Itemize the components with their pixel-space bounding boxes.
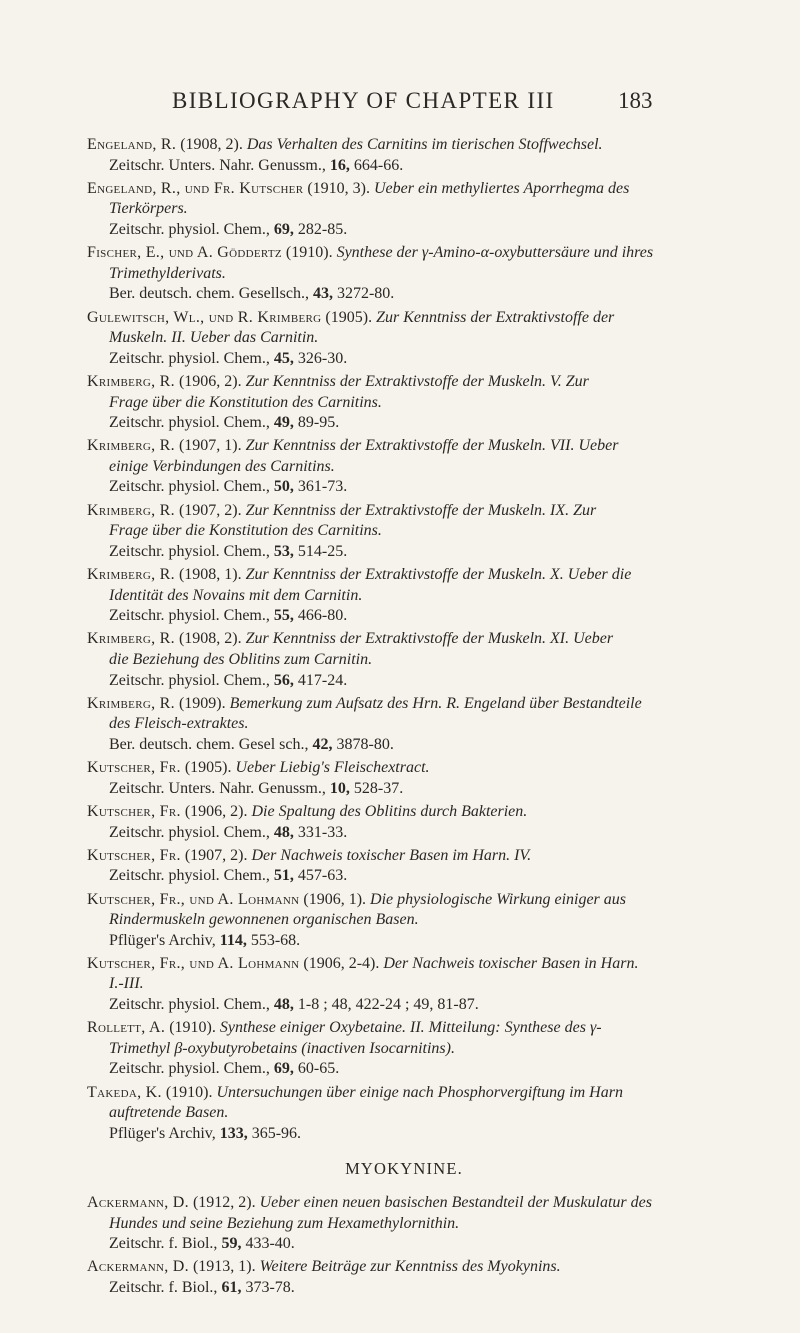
entry-author: Engeland, R. [87, 136, 177, 153]
entry-journal: Zeitschr. f. Biol., [109, 1278, 218, 1296]
entry-journal-line [87, 220, 721, 241]
entry-first-line [87, 758, 721, 779]
entry-author: Krimberg, R. [87, 437, 175, 455]
entry-volume: 61, [221, 1278, 242, 1296]
bibliography-entry [87, 694, 721, 756]
entry-journal-line [87, 542, 721, 563]
entry-year: (1913, 1). [192, 1258, 256, 1276]
entry-volume: 49, [273, 414, 294, 432]
entry-year: (1907, 2). [178, 501, 242, 519]
entry-journal-line [87, 735, 721, 756]
bibliography-entry [87, 758, 721, 799]
bibliography-entry [87, 1257, 721, 1298]
entry-author: Kutscher, Fr., und A. Lohmann [87, 890, 300, 908]
entry-author: Kutscher, Fr. [87, 759, 181, 777]
entry-year: (1908, 2). [180, 136, 243, 153]
entry-journal: Ber. deutsch. chem. Gesel sch., [109, 735, 309, 753]
entry-journal: Ber. deutsch. chem. Gesellsch., [109, 285, 309, 303]
entry-title: Zur Kenntniss der Extraktivstoffe der Muskeln. X. Ueber die [245, 566, 632, 584]
entry-journal-line [87, 1124, 721, 1145]
entry-journal-line [87, 413, 721, 434]
bibliography-entry [87, 846, 721, 887]
entry-year: (1907, 1). [178, 437, 242, 455]
entry-journal-line [87, 671, 721, 692]
myokynine-bibliography-list [87, 1193, 721, 1299]
entry-volume: 53, [273, 542, 294, 560]
entry-first-line [87, 694, 721, 715]
entry-first-line [87, 372, 721, 393]
entry-author: Kutscher, Fr. [87, 846, 181, 864]
entry-title: Weitere Beiträge zur Kenntniss des Myokynins. [259, 1258, 561, 1276]
entry-author: Engeland, R., und Fr. Kutscher [87, 179, 304, 197]
entry-first-line [87, 1018, 721, 1039]
entry-title: Ueber einen neuen basischen Bestandteil der Muskulatur des [259, 1194, 652, 1211]
entry-volume: 10, [329, 779, 350, 797]
entry-title: Ueber Liebig's Fleischextract. [235, 759, 430, 777]
entry-journal: Zeitschr. physiol. Chem., [109, 220, 270, 238]
entry-pages: 466-80. [297, 607, 348, 625]
entry-author: Gulewitsch, Wl., und R. Krimberg [87, 308, 322, 326]
entry-title-continued: Rindermuskeln gewonnenen organischen Basen. [109, 911, 419, 929]
entry-first-line [87, 846, 721, 867]
entry-pages: 282-85. [297, 220, 348, 238]
entry-author: Takeda, K. [87, 1083, 162, 1101]
entry-first-line [87, 501, 721, 522]
entry-year: (1910, 3). [307, 179, 370, 197]
entry-title: Zur Kenntniss der Extraktivstoffe der Muskeln. VII. Ueber [245, 437, 619, 455]
entry-journal-line [87, 1278, 721, 1299]
entry-volume: 50, [273, 478, 294, 496]
entry-pages: 664-66. [353, 156, 404, 174]
entry-volume: 133, [219, 1124, 248, 1142]
entry-year: (1909). [178, 694, 226, 712]
entry-first-line [87, 890, 721, 911]
entry-pages: 373-78. [245, 1278, 295, 1296]
entry-pages: 528-37. [353, 779, 404, 797]
entry-title-continued: auftretende Basen. [109, 1104, 229, 1122]
entry-pages: 331-33. [297, 823, 348, 841]
entry-first-line [87, 629, 721, 650]
entry-title: Zur Kenntniss der Extraktivstoffe der Muskeln. V. Zur [245, 372, 589, 390]
entry-author: Ackermann, D. [87, 1258, 189, 1276]
entry-title-continued: I.-III. [109, 975, 144, 993]
entry-journal-line [87, 349, 721, 370]
entry-journal-line [87, 779, 721, 800]
entry-volume: 45, [273, 349, 294, 367]
entry-title-continued: Frage über die Konstitution des Carnitins. [109, 393, 382, 411]
entry-volume: 59, [221, 1235, 242, 1253]
entry-pages: 3272-80. [336, 285, 395, 303]
entry-journal-line [87, 995, 721, 1016]
entry-journal: Zeitschr. physiol. Chem., [109, 1060, 270, 1078]
entry-pages: 3878-80. [336, 735, 394, 753]
bibliography-entry [87, 436, 721, 498]
entry-author: Krimberg, R. [87, 501, 175, 519]
bibliography-entry [87, 1083, 721, 1145]
entry-year: (1905). [184, 759, 232, 777]
entry-volume: 69, [273, 1060, 294, 1078]
entry-author: Rollett, A. [87, 1019, 166, 1037]
bibliography-list [87, 135, 721, 1144]
running-title: BIBLIOGRAPHY OF CHAPTER III [172, 88, 555, 113]
entry-author: Krimberg, R. [87, 630, 175, 648]
entry-pages: 326-30. [297, 349, 348, 367]
entry-journal: Zeitschr. f. Biol., [109, 1235, 218, 1253]
entry-pages: 457-63. [297, 867, 348, 885]
bibliography-entry [87, 802, 721, 843]
entry-journal: Zeitschr. physiol. Chem., [109, 478, 270, 496]
entry-first-line [87, 1257, 721, 1278]
entry-year: (1908, 1). [178, 566, 242, 584]
entry-journal: Zeitschr. Unters. Nahr. Genussm., [109, 779, 326, 797]
entry-title-continued: Trimethyl β-oxybutyrobetains (inactiven Isocarnitins). [109, 1039, 455, 1057]
entry-title: Synthese der γ-Amino-α-oxybuttersäure und ihres [336, 244, 654, 262]
entry-title: Die Spaltung des Oblitins durch Bakterien. [251, 802, 528, 820]
entry-journal: Zeitschr. physiol. Chem., [109, 867, 270, 885]
entry-author: Kutscher, Fr. [87, 802, 181, 820]
entry-journal-line [87, 931, 721, 952]
entry-author: Kutscher, Fr., und A. Lohmann [87, 954, 300, 972]
entry-title: Zur Kenntniss der Extraktivstoffe der [376, 308, 615, 326]
entry-title-continued: einige Verbindungen des Carnitins. [109, 457, 335, 475]
entry-journal: Zeitschr. physiol. Chem., [109, 607, 270, 625]
entry-year: (1908, 2). [178, 630, 242, 648]
entry-year: (1910). [285, 244, 333, 262]
entry-title: Synthese einiger Oxybetaine. II. Mitteilung: Synthese des γ- [219, 1019, 602, 1037]
entry-author: Krimberg, R. [87, 566, 175, 584]
entry-title: Der Nachweis toxischer Basen im Harn. IV. [251, 846, 532, 864]
entry-title: Die physiologische Wirkung einiger aus [370, 890, 627, 908]
page-number: 183 [618, 88, 653, 113]
bibliography-entry [87, 308, 721, 370]
entry-journal-line [87, 284, 721, 305]
entry-pages: 417-24. [297, 671, 348, 689]
entry-title-continued: Muskeln. II. Ueber das Carnitin. [109, 329, 319, 347]
entry-volume: 51, [273, 867, 294, 885]
running-head [0, 88, 800, 118]
entry-title-continued: Hundes und seine Beziehung zum Hexamethylornithin. [109, 1214, 460, 1232]
entry-journal-line [87, 477, 721, 498]
bibliography-entry [87, 1193, 721, 1255]
entry-journal: Zeitschr. physiol. Chem., [109, 414, 270, 432]
entry-pages: 365-96. [251, 1124, 302, 1142]
bibliography-entry [87, 890, 721, 952]
entry-year: (1910). [169, 1019, 216, 1037]
entry-journal: Pflüger's Archiv, [109, 1124, 216, 1142]
entry-first-line [87, 179, 721, 200]
entry-journal: Zeitschr. physiol. Chem., [109, 671, 270, 689]
entry-pages: 1-8 ; 48, 422-24 ; 49, 81-87. [297, 996, 479, 1014]
entry-year: (1905). [325, 308, 373, 326]
entry-first-line [87, 802, 721, 823]
entry-journal: Zeitschr. physiol. Chem., [109, 996, 270, 1014]
entry-first-line [87, 135, 721, 156]
entry-first-line [87, 308, 721, 329]
entry-volume: 55, [273, 607, 294, 625]
entry-journal: Zeitschr. Unters. Nahr. Genussm., [109, 156, 326, 174]
entry-volume: 114, [219, 931, 247, 949]
entry-year: (1906, 2). [184, 802, 248, 820]
entry-author: Ackermann, D. [87, 1194, 189, 1211]
bibliography-entry [87, 243, 721, 305]
entry-volume: 42, [312, 735, 333, 753]
entry-volume: 56, [273, 671, 294, 689]
entry-title-continued: Tierkörpers. [109, 200, 188, 218]
entry-title: Der Nachweis toxischer Basen in Harn. [383, 954, 639, 972]
entry-pages: 553-68. [250, 931, 301, 949]
bibliography-entry [87, 501, 721, 563]
section-heading: MYOKYNINE. [345, 1159, 463, 1179]
entry-pages: 433-40. [245, 1235, 295, 1253]
entry-year: (1912, 2). [192, 1194, 256, 1211]
entry-title: Zur Kenntniss der Extraktivstoffe der Muskeln. IX. Zur [245, 501, 597, 519]
entry-title-continued: die Beziehung des Oblitins zum Carnitin. [109, 651, 373, 668]
entry-first-line [87, 1083, 721, 1104]
entry-title: Bemerkung zum Aufsatz des Hrn. R. Engeland über Bestandteile [229, 694, 642, 712]
entry-volume: 48, [273, 996, 294, 1014]
entry-title: Ueber ein methyliertes Aporrhegma des [374, 179, 630, 197]
bibliography-entry [87, 565, 721, 627]
entry-first-line [87, 954, 721, 975]
entry-journal-line [87, 156, 721, 177]
entry-first-line [87, 243, 721, 264]
entry-author: Fischer, E., und A. Göddertz [87, 244, 282, 262]
entry-first-line [87, 565, 721, 586]
entry-year: (1910). [165, 1083, 213, 1101]
entry-year: (1906, 2). [178, 372, 242, 390]
entry-pages: 89-95. [297, 414, 340, 432]
entry-year: (1906, 1). [303, 890, 367, 908]
entry-title-continued: Frage über die Konstitution des Carnitins. [109, 522, 382, 540]
entry-journal: Zeitschr. physiol. Chem., [109, 542, 270, 560]
bibliography-entry [87, 629, 721, 691]
entry-volume: 43, [312, 285, 333, 303]
entry-journal: Pflüger's Archiv, [109, 931, 216, 949]
bibliography-content [87, 135, 721, 1301]
entry-first-line [87, 436, 721, 457]
entry-journal-line [87, 823, 721, 844]
bibliography-entry [87, 1018, 721, 1080]
entry-volume: 16, [329, 156, 350, 174]
bibliography-entry [87, 954, 721, 1016]
entry-journal-line [87, 1059, 721, 1080]
entry-title: Zur Kenntniss der Extraktivstoffe der Muskeln. XI. Ueber [245, 630, 614, 648]
entry-first-line [87, 1193, 721, 1214]
entry-journal-line [87, 866, 721, 887]
entry-volume: 69, [273, 220, 294, 238]
entry-title: Untersuchungen über einige nach Phosphorvergiftung im Harn [216, 1083, 623, 1101]
entry-journal: Zeitschr. physiol. Chem., [109, 823, 270, 841]
bibliography-entry [87, 179, 721, 241]
entry-pages: 361-73. [297, 478, 348, 496]
entry-pages: 60-65. [297, 1060, 340, 1078]
entry-title-continued: Identität des Novains mit dem Carnitin. [109, 586, 363, 604]
entry-author: Krimberg, R. [87, 694, 175, 712]
entry-pages: 514-25. [297, 542, 348, 560]
entry-journal-line [87, 606, 721, 627]
bibliography-entry [87, 372, 721, 434]
entry-journal-line [87, 1234, 721, 1255]
entry-title-continued: Trimethylderivats. [109, 264, 226, 282]
entry-volume: 48, [273, 823, 294, 841]
entry-journal: Zeitschr. physiol. Chem., [109, 349, 270, 367]
entry-title-continued: des Fleisch-extraktes. [109, 715, 249, 733]
bibliography-entry [87, 135, 721, 176]
entry-year: (1906, 2-4). [303, 954, 380, 972]
entry-title: Das Verhalten des Carnitins im tierischen Stoffwechsel. [246, 136, 603, 153]
entry-year: (1907, 2). [184, 846, 248, 864]
entry-author: Krimberg, R. [87, 372, 175, 390]
